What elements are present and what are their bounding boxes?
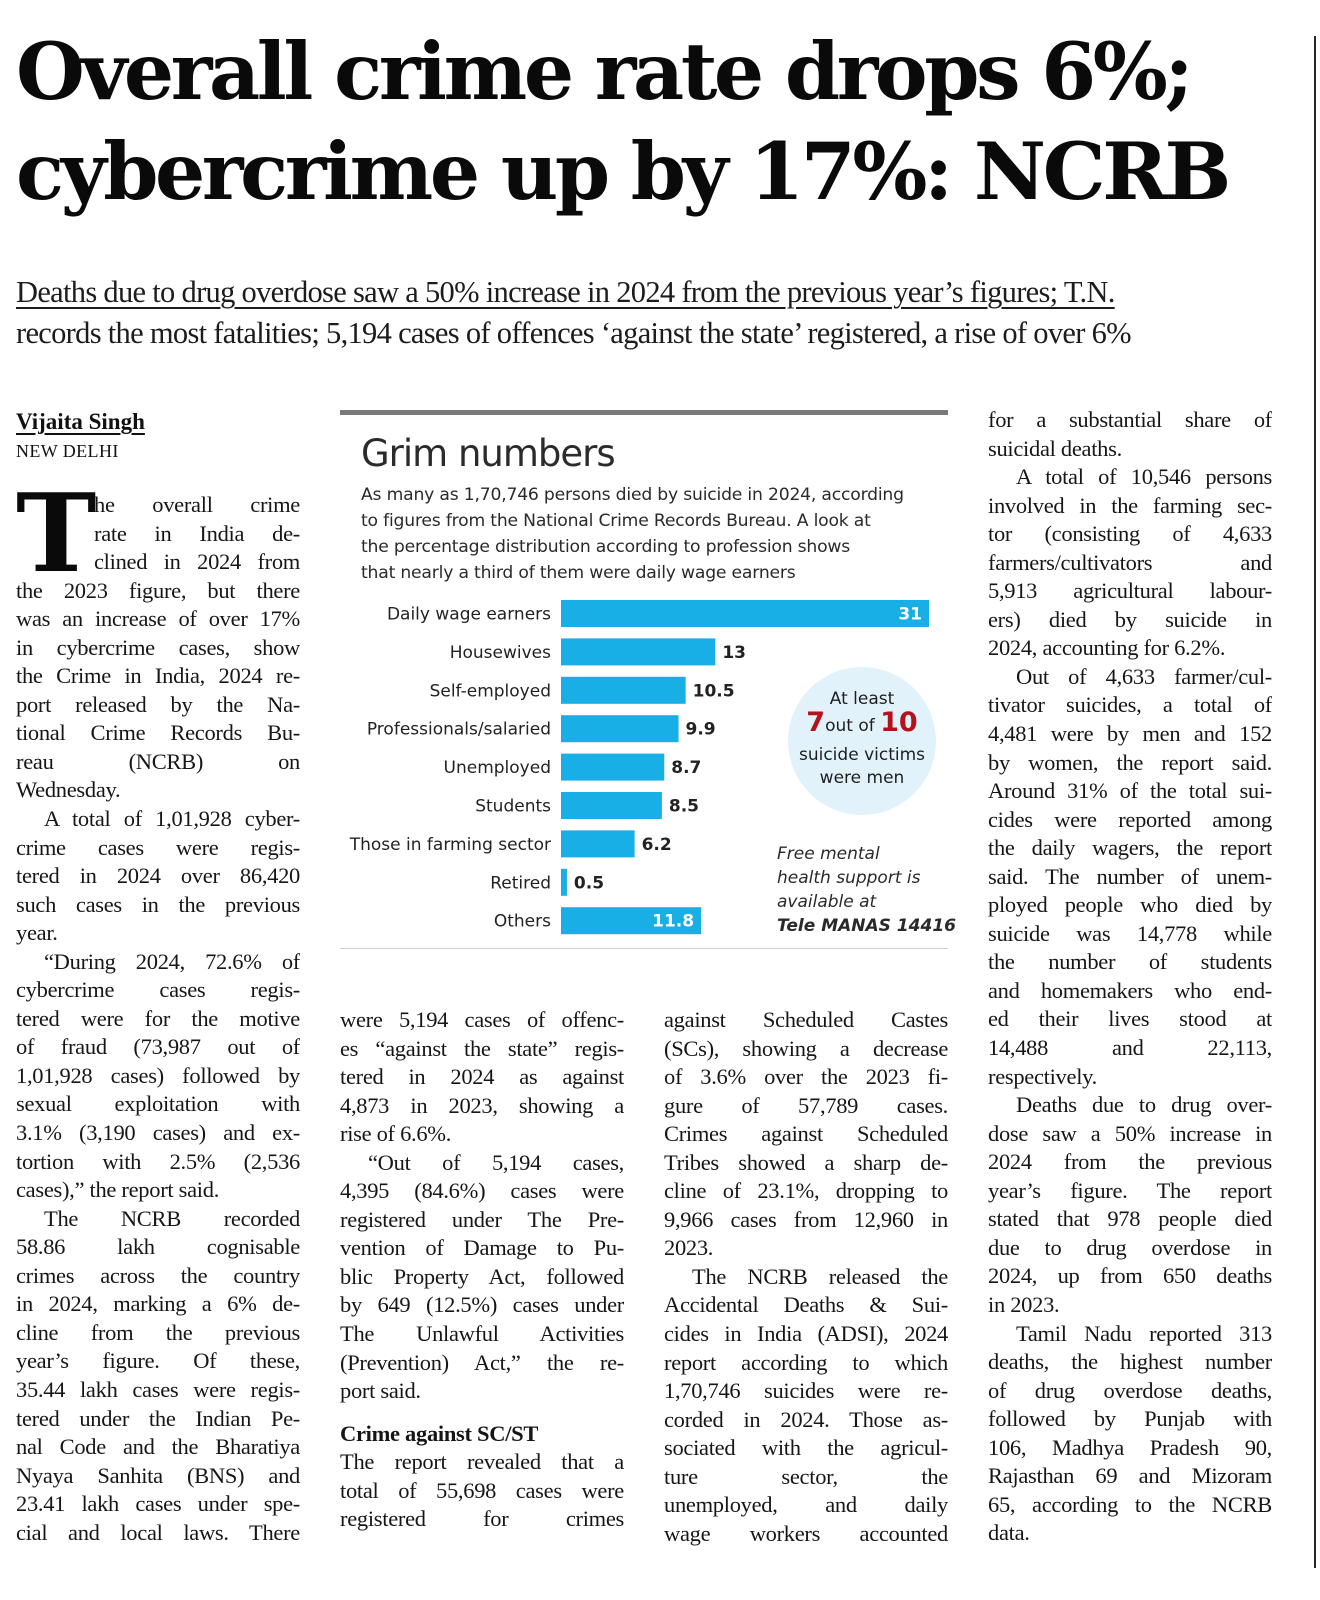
- article-line: dose saw a 50% increase in: [988, 1120, 1272, 1146]
- bar-value-label: 31: [898, 604, 922, 625]
- article-line: ed their lives stood at: [988, 1006, 1272, 1032]
- article-line: year’s figure. The report: [988, 1177, 1272, 1203]
- article-line: cline of 23.1%, dropping to: [664, 1178, 948, 1204]
- badge-line-1: At least: [829, 689, 895, 709]
- article-line: (Prevention) Act,” the re-: [340, 1349, 624, 1375]
- article-line: 5,913 agricultural labour-: [988, 578, 1272, 604]
- article-column-2: [340, 1006, 624, 1534]
- article-line: port released by the Na-: [16, 691, 300, 717]
- helpline-note: [777, 842, 956, 938]
- article-line: 1,01,928 cases) followed by: [16, 1062, 300, 1088]
- article-line: A total of 1,01,928 cyber-: [44, 806, 300, 832]
- article-line: the Crime in India, 2024 re-: [16, 663, 300, 689]
- article-line: Tamil Nadu reported 313: [1016, 1320, 1272, 1346]
- article-line: said. The number of unem-: [988, 863, 1272, 889]
- bar-category-label: Professionals/salaried: [366, 719, 551, 740]
- dateline: NEW DELHI: [16, 441, 119, 461]
- article-line: year’s figure. Of these,: [16, 1348, 300, 1374]
- article-line: cides in India (ADSI), 2024: [664, 1321, 948, 1347]
- article-line: the daily wagers, the report: [988, 835, 1272, 861]
- article-line: Out of 4,633 farmer/cul-: [1016, 663, 1272, 689]
- article-line: by women, the report said.: [988, 749, 1272, 775]
- bar-category-label: Self-employed: [429, 681, 551, 702]
- article-line: were 5,194 cases of offenc-: [340, 1007, 624, 1032]
- article-line: blic Property Act, followed: [340, 1263, 624, 1289]
- article-line: rate in India de-: [94, 520, 300, 546]
- article-line: the 2023 figure, but there: [16, 577, 300, 603]
- bar-value-label: 13: [722, 642, 746, 663]
- article-line: nal Code and the Bharatiya: [16, 1434, 300, 1460]
- article-line: clined in 2024 from: [94, 549, 300, 575]
- article-line: deaths, the highest number: [988, 1349, 1272, 1375]
- bar-value-label: 9.9: [685, 719, 716, 740]
- article-line: data.: [988, 1520, 1030, 1546]
- article-line: 14,488 and 22,113,: [988, 1035, 1272, 1061]
- bar-those-in-farming-sector: [561, 830, 635, 857]
- bar-value-label: 11.8: [652, 911, 695, 932]
- bar-category-label: Retired: [490, 873, 551, 894]
- article-column-3: [664, 1006, 948, 1548]
- article-line: cline from the previous: [16, 1319, 300, 1345]
- bar-category-label: Students: [475, 796, 551, 817]
- article-line: 65, according to the NCRB: [988, 1491, 1272, 1517]
- article-line: tered under the Indian Pe-: [16, 1405, 300, 1431]
- article-line: 106, Madhya Pradesh 90,: [988, 1434, 1272, 1460]
- byline-author: Vijaita Singh: [16, 409, 145, 434]
- article-line: of fraud (73,987 out of: [16, 1034, 300, 1060]
- infographic-subtitle-line: to figures from the National Crime Records Bureau. A look at: [361, 511, 871, 531]
- article-line: due to drug overdose in: [988, 1234, 1272, 1260]
- article-line: 2023.: [664, 1235, 714, 1261]
- article-line: ture sector, the: [664, 1463, 948, 1489]
- bar-housewives: [561, 638, 715, 665]
- article-line: in cybercrime cases, show: [16, 634, 300, 660]
- article-line: es “against the state” regis-: [340, 1035, 624, 1061]
- article-line: sociated with the agricul-: [664, 1435, 948, 1461]
- article-line: sexual exploitation with: [16, 1091, 300, 1117]
- article-line: cases),” the report said.: [16, 1177, 220, 1203]
- article-line: crimes across the country: [16, 1262, 300, 1288]
- article-line: registered under The Pre-: [340, 1206, 624, 1232]
- bar-unemployed: [561, 754, 664, 781]
- article-line: year.: [16, 920, 58, 946]
- headline-line-1: Overall crime rate drops 6%;: [16, 25, 1191, 118]
- article-line: against Scheduled Castes: [664, 1007, 948, 1032]
- headline: [16, 22, 1306, 222]
- article-line: of drug overdose deaths,: [988, 1377, 1272, 1403]
- article-line: in 2023.: [988, 1291, 1060, 1317]
- badge-line-3: suicide victims: [798, 745, 925, 765]
- article-line: corded in 2024. Those as-: [664, 1406, 948, 1432]
- deck: [16, 272, 1306, 354]
- article-line: tional Crime Records Bu-: [16, 720, 300, 746]
- subhead-crime-against-sc-st: Crime against SC/ST: [340, 1420, 539, 1446]
- infographic-title: Grim numbers: [361, 432, 615, 475]
- article-line: crime cases were regis-: [16, 834, 300, 860]
- article-line: tered in 2024 as against: [340, 1064, 624, 1090]
- infographic-subtitle-line: As many as 1,70,746 persons died by suicide in 2024, according: [361, 485, 904, 505]
- bar-category-label: Daily wage earners: [386, 604, 551, 625]
- article-line: “Out of 5,194 cases,: [368, 1149, 624, 1175]
- page-right-border: [1314, 36, 1316, 1568]
- badge-number-7: 7: [806, 707, 826, 738]
- article-line: respectively.: [988, 1063, 1097, 1089]
- article-line: followed by Punjab with: [988, 1406, 1272, 1432]
- article-column-4: [988, 406, 1272, 1548]
- article-line: vention of Damage to Pu-: [340, 1235, 624, 1261]
- article-line: total of 55,698 cases were: [340, 1477, 624, 1503]
- article-line: he overall crime: [94, 492, 300, 517]
- article-line: report according to which: [664, 1349, 948, 1375]
- article-line: by 649 (12.5%) cases under: [340, 1292, 624, 1318]
- article-line: ers) died by suicide in: [988, 606, 1272, 632]
- article-line: 3.1% (3,190 cases) and ex-: [16, 1120, 300, 1146]
- article-line: 4,395 (84.6%) cases were: [340, 1178, 624, 1204]
- article-line: suicidal deaths.: [988, 435, 1122, 461]
- bar-value-label: 6.2: [641, 834, 672, 855]
- bar-value-label: 8.7: [671, 758, 702, 779]
- article-line: 58.86 lakh cognisable: [16, 1234, 300, 1260]
- badge-line-2: [788, 707, 936, 738]
- article-line: The NCRB recorded: [44, 1205, 300, 1231]
- article-line: tered in 2024 over 86,420: [16, 863, 300, 889]
- article-line: The Unlawful Activities: [340, 1321, 624, 1347]
- article-line: involved in the farming sec-: [988, 492, 1272, 518]
- article-line: ployed people who died by: [988, 892, 1272, 918]
- bar-daily-wage-earners: [561, 600, 929, 627]
- article-line: the number of students: [988, 949, 1272, 975]
- bar-category-label: Those in farming sector: [349, 834, 551, 855]
- infographic-grim-numbers: [340, 410, 956, 950]
- article-line: tor (consisting of 4,633: [988, 521, 1272, 547]
- article-line: Rajasthan 69 and Mizoram: [988, 1463, 1272, 1489]
- article-line: (SCs), showing a decrease: [664, 1035, 948, 1061]
- article-line: 4,481 were by men and 152: [988, 721, 1272, 747]
- bar-category-label: Others: [493, 911, 551, 932]
- article-line: gure of 57,789 cases.: [664, 1092, 948, 1118]
- helpline-line-1: Free mental: [777, 844, 880, 864]
- helpline-number: Tele MANAS 14416: [777, 916, 956, 936]
- article-line: in 2024, marking a 6% de-: [16, 1291, 300, 1317]
- bar-category-label: Housewives: [449, 642, 551, 663]
- article-line: rise of 6.6%.: [340, 1121, 452, 1147]
- article-line: for a substantial share of: [988, 407, 1272, 432]
- article-line: cides were reported among: [988, 806, 1272, 832]
- article-line: 2024 from the previous: [988, 1149, 1272, 1175]
- article-line: port said.: [340, 1378, 421, 1404]
- article-line: Deaths due to drug over-: [1016, 1092, 1272, 1118]
- article-line: Wednesday.: [16, 777, 121, 803]
- article-line: of 3.6% over the 2023 fi-: [664, 1064, 948, 1090]
- article-line: tortion with 2.5% (2,536: [16, 1148, 300, 1174]
- article-line: “During 2024, 72.6% of: [44, 948, 300, 974]
- bar-value-label: 0.5: [573, 873, 605, 894]
- deck-line-2: records the most fatalities; 5,194 cases of offences ‘against the state’ registered, a rise of over 6%: [16, 316, 1131, 350]
- article-line: cybercrime cases regis-: [16, 977, 300, 1003]
- article-line: and homemakers who end-: [988, 977, 1272, 1003]
- bar-retired: [561, 869, 567, 896]
- article-line: Tribes showed a sharp de-: [664, 1149, 948, 1175]
- men-share-badge: [788, 667, 936, 815]
- article-line: unemployed, and daily: [664, 1492, 948, 1518]
- article-line: 4,873 in 2023, showing a: [340, 1092, 624, 1118]
- article-line: farmers/cultivators and: [988, 549, 1272, 575]
- article-line: The report revealed that a: [340, 1449, 624, 1475]
- article-line: Crimes against Scheduled: [664, 1121, 948, 1147]
- infographic-subtitle-line: that nearly a third of them were daily wage earners: [361, 563, 796, 583]
- article-line: reau (NCRB) on: [16, 748, 300, 774]
- bar-professionals-salaried: [561, 715, 679, 742]
- article-line: tered were for the motive: [16, 1005, 300, 1031]
- badge-number-10: 10: [880, 707, 918, 738]
- article-line: 2024, up from 650 deaths: [988, 1263, 1272, 1289]
- article-line: 9,966 cases from 12,960 in: [664, 1206, 948, 1232]
- article-line: suicide was 14,778 while: [988, 920, 1272, 946]
- article-line: 1,70,746 suicides were re-: [664, 1378, 948, 1404]
- article-column-1: [16, 491, 300, 1547]
- article-line: Around 31% of the total sui-: [988, 778, 1272, 804]
- article-line: Nyaya Sanhita (BNS) and: [16, 1462, 300, 1488]
- article-line: Accidental Deaths & Sui-: [664, 1292, 948, 1318]
- article-line: The NCRB released the: [692, 1263, 948, 1289]
- article-line: was an increase of over 17%: [16, 606, 300, 632]
- column-gap: [340, 1406, 624, 1420]
- bar-value-label: 10.5: [692, 681, 735, 702]
- badge-out-of: out of: [825, 716, 875, 736]
- drop-cap: T: [16, 471, 97, 597]
- bar-self-employed: [561, 677, 686, 704]
- badge-line-4: were men: [819, 768, 905, 788]
- article-line: 2024, accounting for 6.2%.: [988, 635, 1226, 661]
- deck-line-1: Deaths due to drug overdose saw a 50% increase in 2024 from the previous year’s figures; T.N.: [16, 275, 1115, 309]
- bar-value-label: 8.5: [668, 796, 700, 817]
- helpline-line-2: health support is: [777, 868, 921, 888]
- article-line: wage workers accounted: [664, 1520, 948, 1546]
- headline-line-2: cybercrime up by 17%: NCRB: [16, 125, 1228, 218]
- article-line: 23.41 lakh cases under spe-: [16, 1491, 300, 1517]
- helpline-line-3: available at: [777, 892, 877, 912]
- infographic-bottom-rule: [340, 948, 948, 949]
- article-line: A total of 10,546 persons: [1016, 464, 1272, 490]
- article-line: stated that 978 people died: [988, 1206, 1272, 1232]
- infographic-subtitle-line: the percentage distribution according to profession shows: [361, 537, 851, 557]
- article-line: tivator suicides, a total of: [988, 692, 1272, 718]
- article-line: 35.44 lakh cases were regis-: [16, 1376, 300, 1402]
- bar-category-label: Unemployed: [443, 758, 551, 779]
- article-line: cial and local laws. There: [16, 1519, 300, 1545]
- article-line: registered for crimes: [340, 1506, 624, 1532]
- bar-students: [561, 792, 662, 819]
- article-line: such cases in the previous: [16, 891, 300, 917]
